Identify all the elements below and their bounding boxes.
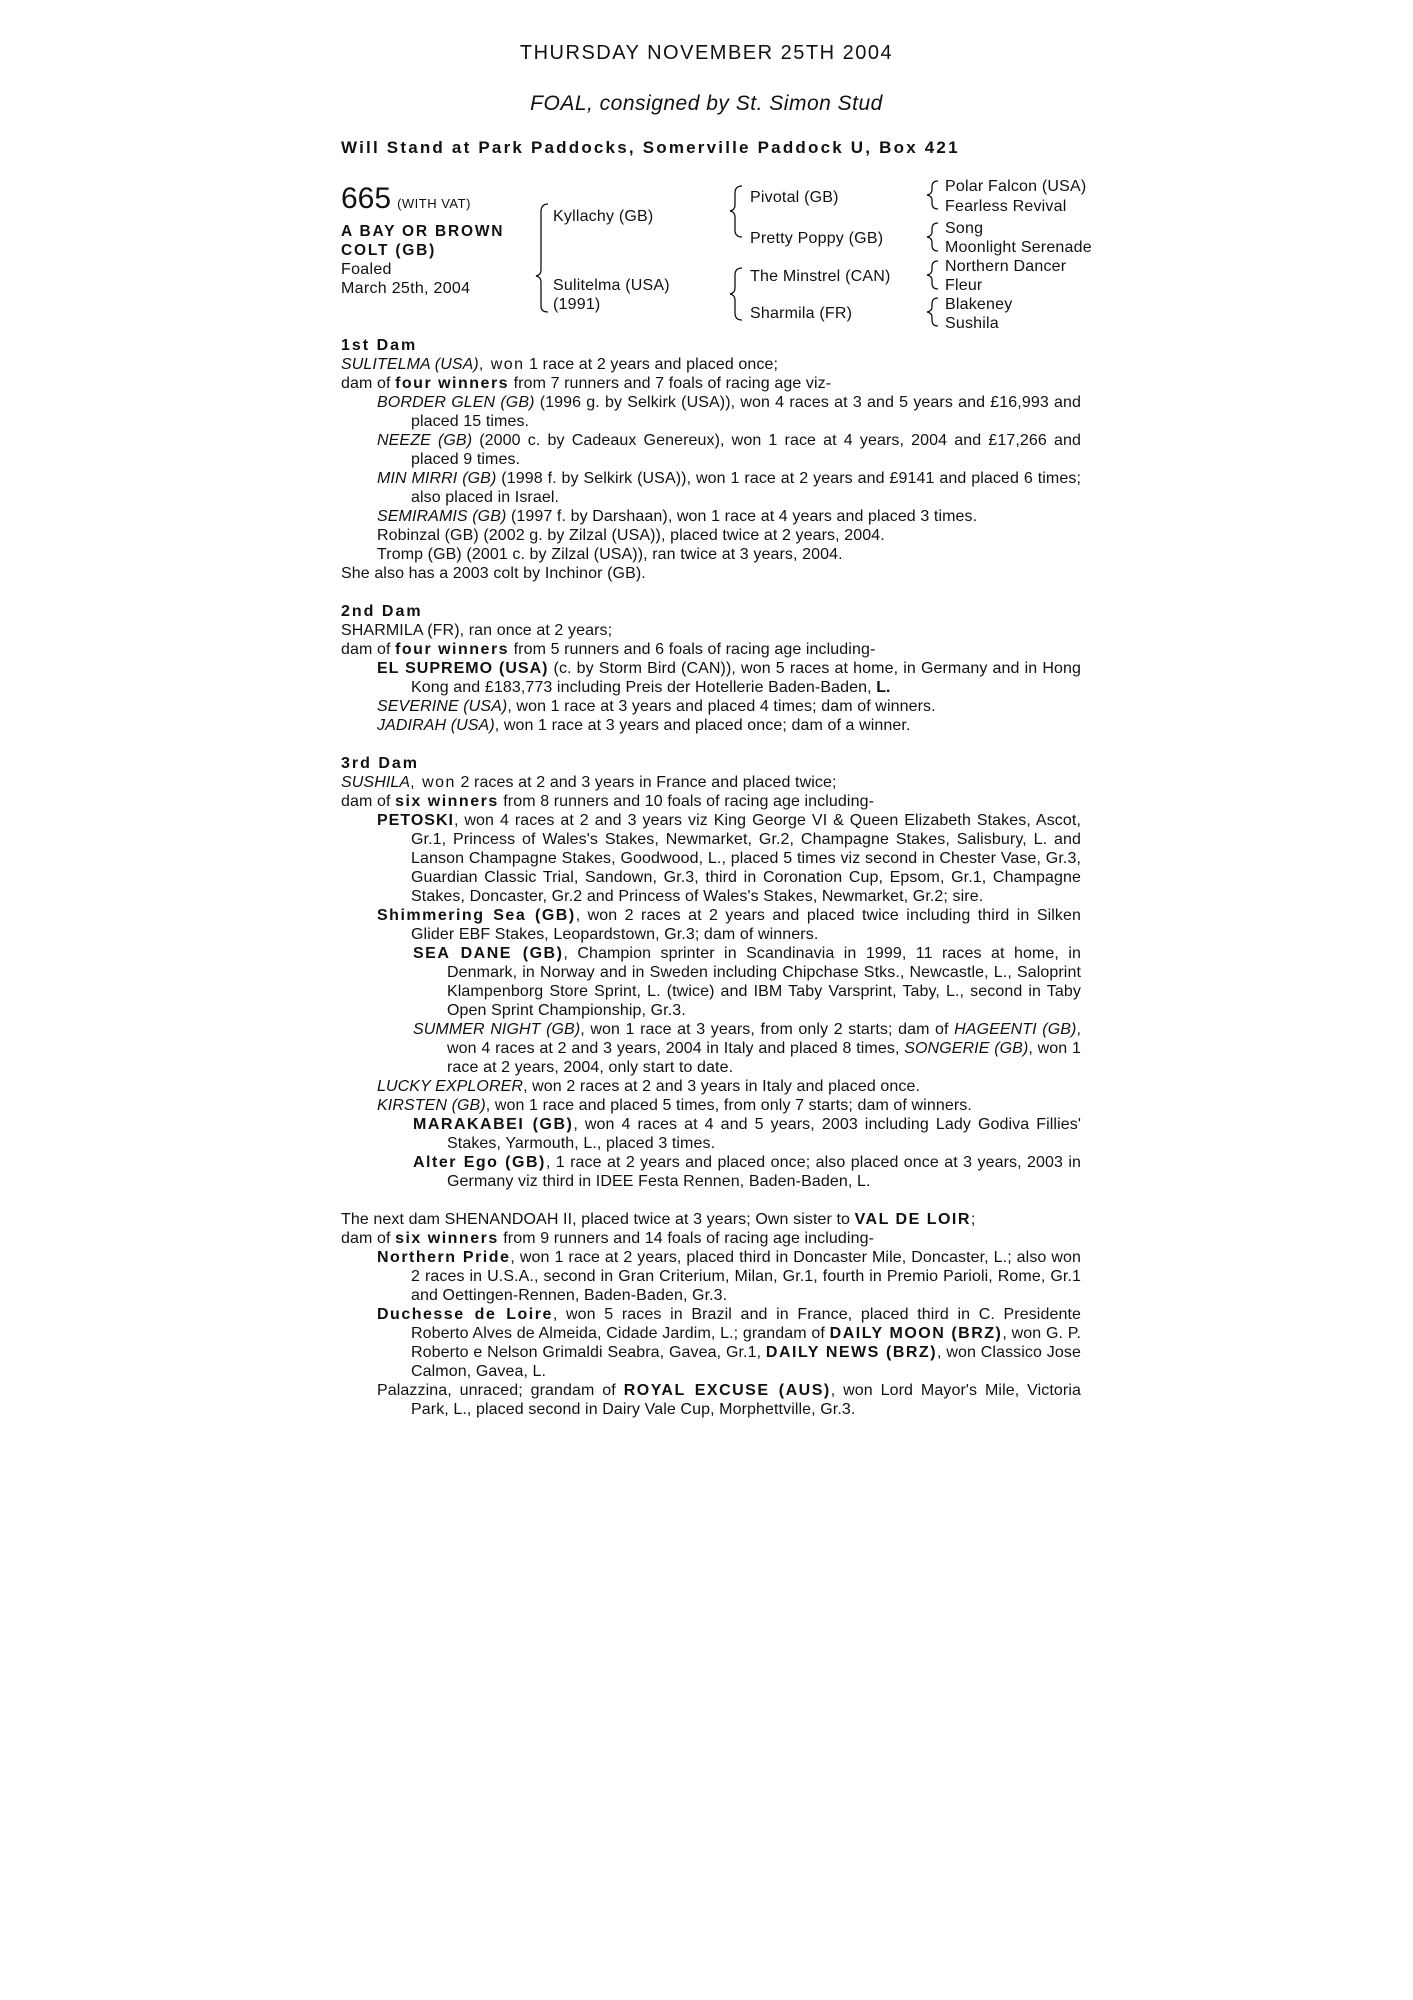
description-line-1: A BAY OR BROWN (341, 223, 505, 240)
produce-name: SEVERINE (USA) (377, 698, 508, 715)
produce-record: , won Lord Mayor's Mile, Victoria Park, L., placed second in Dairy Vale Cup, Morphettville, Gr.3. (411, 1382, 1081, 1418)
produce-record: , won 4 races at 4 and 5 years, 2003 including Lady Godiva Fillies' Stakes, Yarmouth, L., placed 3 times. (447, 1116, 1081, 1152)
produce-name: DAILY MOON (BRZ) (829, 1325, 1003, 1342)
first-dam-produce-line (341, 374, 1081, 393)
produce-entry (341, 944, 1081, 1020)
produce-name: SEA DANE (GB) (413, 945, 564, 962)
runners-count: from 8 runners and 10 foals of racing age including- (498, 793, 875, 810)
produce-entry (341, 507, 1081, 526)
produce-name: Alter Ego (GB) (413, 1154, 546, 1171)
second-dam-produce-line (341, 640, 1081, 659)
stand-location: Will Stand at Park Paddocks, Somerville Paddock U, Box 421 (341, 138, 960, 157)
produce-entry (341, 1381, 1081, 1419)
produce-entry: Tromp (GB) (2001 c. by Zilzal (USA)), ran twice at 3 years, 2004. (377, 546, 843, 563)
vat-note: (WITH VAT) (397, 196, 471, 211)
produce-entry (341, 1153, 1081, 1191)
produce-record: , won 1 race at 2 years, placed third in Doncaster Mile, Doncaster, L.; also won 2 races in U.S.A., second in Gran Criterium, Milan, Gr.1, fourth in Premio Parioli, Rome, Gr.1 and Oettingen-Rennen, Baden-Baden, Gr.3. (411, 1249, 1082, 1304)
foaled-date: March 25th, 2004 (341, 280, 471, 297)
dam-of: dam of (341, 793, 396, 810)
third-dam-record: 2 races at 2 and 3 years in France and placed twice; (455, 774, 837, 791)
produce-name: PETOSKI (377, 812, 454, 829)
produce-name: KIRSTEN (GB) (377, 1097, 486, 1114)
produce-record: , won 1 race at 3 years, from only 2 starts; dam of (580, 1021, 955, 1038)
produce-name: SEMIRAMIS (GB) (377, 508, 507, 525)
pedigree-g2: Fearless Revival (945, 198, 1067, 215)
runners-count: from 5 runners and 6 foals of racing age including- (509, 641, 876, 658)
produce-record: , won 1 race at 2 years, 2004, only start to date. (447, 1040, 1081, 1076)
listed-mark: L. (876, 679, 891, 696)
produce-entry: Robinzal (GB) (2002 g. by Zilzal (USA)), placed twice at 2 years, 2004. (377, 527, 885, 544)
pedigree-dam-year: (1991) (553, 296, 601, 313)
produce-entry (341, 393, 1081, 431)
third-dam-line (341, 773, 1081, 792)
produce-record: , won 4 races at 2 and 3 years, 2004 in Italy and placed 8 times, (447, 1021, 1081, 1057)
produce-entry (341, 1096, 1081, 1115)
produce-name: ROYAL EXCUSE (AUS) (623, 1382, 831, 1399)
produce-name: EL SUPREMO (USA) (377, 660, 549, 677)
next-dam-record: The next dam SHENANDOAH II, placed twice at 3 years; Own sister to (341, 1211, 855, 1228)
second-dam-heading: 2nd Dam (341, 603, 423, 620)
first-dam-heading: 1st Dam (341, 337, 418, 354)
produce-record: , won 4 races at 2 and 3 years viz King George VI & Queen Elizabeth Stakes, Ascot, Gr.1, Princess of Wales's Stakes, Newmarket, Gr.2, Champagne Stakes, Salisbury, L. and Lanson Champagne Stakes, Goodwood, L., placed 5 times viz second in Chester Vase, Gr.3, Guardian Classic Trial, Sandown, Gr.3, third in Coronation Cup, Epsom, Gr.1, Champagne Stakes, Doncaster, Gr.2 and Princess of Wales's Stakes, Newmarket, Gr.2; sire. (411, 812, 1081, 905)
pedigree-braces (0, 0, 1413, 340)
pedigree-sire-sire: Pivotal (GB) (750, 189, 839, 206)
winners-count: four winners (395, 375, 510, 392)
third-dam-produce-line (341, 792, 1081, 811)
produce-name: SUMMER NIGHT (GB) (413, 1021, 581, 1038)
third-dam-name: SUSHILA (341, 774, 411, 791)
produce-name: MIN MIRRI (GB) (377, 470, 497, 487)
dam-of: dam of (341, 1230, 396, 1247)
produce-record: , won 1 race at 3 years and placed 4 times; dam of winners. (507, 698, 936, 715)
description-line-2: COLT (GB) (341, 242, 437, 259)
produce-entry (341, 1305, 1081, 1381)
won-word: , won (410, 774, 456, 791)
pedigree-dam-name: Sulitelma (USA) (553, 277, 670, 294)
produce-entry (341, 716, 1081, 735)
produce-name: HAGEENTI (GB) (954, 1021, 1077, 1038)
lot-number-value: 665 (341, 182, 392, 215)
winners-count: four winners (395, 641, 510, 658)
produce-entry (341, 1248, 1081, 1305)
produce-entry (341, 469, 1081, 507)
pedigree-g6: Fleur (945, 277, 983, 294)
dam-of: dam of (341, 375, 396, 392)
punctuation: ; (970, 1211, 976, 1228)
produce-record: , won Classico Jose Calmon, Gavea, L. (411, 1344, 1082, 1380)
first-dam-name: SULITELMA (USA) (341, 356, 479, 373)
runners-count: from 9 runners and 14 foals of racing age including- (498, 1230, 875, 1247)
produce-name: Duchesse de Loire (377, 1306, 553, 1323)
pedigree-dam-sire: The Minstrel (CAN) (750, 268, 891, 285)
produce-record: Palazzina, unraced; grandam of (377, 1382, 624, 1399)
pedigree-sire: Kyllachy (GB) (553, 208, 654, 225)
winners-count: six winners (395, 793, 499, 810)
produce-record: (1997 f. by Darshaan), won 1 race at 4 years and placed 3 times. (506, 508, 978, 525)
pedigree-g5: Northern Dancer (945, 258, 1067, 275)
own-sister-name: VAL DE LOIR (854, 1211, 971, 1228)
produce-record: (2000 c. by Cadeaux Genereux), won 1 race at 4 years, 2004 and £17,266 and placed 9 times. (411, 432, 1081, 468)
produce-record: , won 2 races at 2 and 3 years in Italy and placed once. (523, 1078, 921, 1095)
produce-record: , won G. P. Roberto e Nelson Grimaldi Seabra, Gavea, Gr.1, (411, 1325, 1081, 1361)
pedigree-g7: Blakeney (945, 296, 1013, 313)
produce-record: , won 1 race and placed 5 times, from only 7 starts; dam of winners. (485, 1097, 972, 1114)
produce-entry (341, 697, 1081, 716)
sale-date: THURSDAY NOVEMBER 25TH 2004 (519, 42, 894, 64)
produce-name: LUCKY EXPLORER (377, 1078, 524, 1095)
second-dam-line: SHARMILA (FR), ran once at 2 years; (341, 622, 613, 639)
produce-entry (341, 659, 1081, 697)
runners-count: from 7 runners and 7 foals of racing age viz- (509, 375, 832, 392)
produce-record: , Champion sprinter in Scandinavia in 1999, 11 races at home, in Denmark, in Norway and in Sweden including Chipchase Stks., Newcastle, L., Saloprint Klampenborg Store Sprint, L. (twice) and IBM Taby Varsprint, Taby, L., second in Taby Open Sprint Championship, Gr.3. (447, 945, 1081, 1019)
produce-name: NEEZE (GB) (377, 432, 473, 449)
produce-name: Shimmering Sea (GB) (377, 907, 576, 924)
pedigree-g3: Song (945, 220, 984, 237)
won-word: , won (478, 356, 525, 373)
pedigree-sire-dam: Pretty Poppy (GB) (750, 230, 884, 247)
produce-record: (1996 g. by Selkirk (USA)), won 4 races at 3 and 5 years and £16,993 and placed 15 times. (411, 394, 1081, 430)
produce-record: (1998 f. by Selkirk (USA)), won 1 race at 2 years and £9141 and placed 6 times; also placed in Israel. (411, 470, 1081, 506)
produce-record: , won 5 races in Brazil and in France, placed third in C. Presidente Roberto Alves de Almeida, Cidade Jardim, L.; grandam of (411, 1306, 1081, 1342)
pedigree-g1: Polar Falcon (USA) (945, 178, 1087, 195)
first-dam-record: 1 race at 2 years and placed once; (524, 356, 779, 373)
produce-entry (341, 431, 1081, 469)
produce-note: She also has a 2003 colt by Inchinor (GB). (341, 565, 646, 582)
pedigree-dam (553, 276, 670, 314)
first-dam-line (341, 355, 1081, 374)
pedigree-g8: Sushila (945, 315, 999, 332)
produce-entry (341, 1115, 1081, 1153)
winners-count: six winners (395, 1230, 499, 1247)
consignment-line: FOAL, consigned by St. Simon Stud (530, 92, 883, 115)
pedigree-g4: Moonlight Serenade (945, 239, 1092, 256)
produce-entry (341, 1020, 1081, 1077)
produce-name: Northern Pride (377, 1249, 511, 1266)
third-dam-heading: 3rd Dam (341, 755, 420, 772)
produce-record: , 1 race at 2 years and placed once; also placed once at 3 years, 2003 in Germany viz third in IDEE Festa Rennen, Baden-Baden, L. (447, 1154, 1081, 1190)
produce-entry (341, 811, 1081, 906)
next-dam-produce-line (341, 1229, 1081, 1248)
produce-name: SONGERIE (GB) (904, 1040, 1029, 1057)
produce-name: DAILY NEWS (BRZ) (765, 1344, 938, 1361)
dam-of: dam of (341, 641, 396, 658)
produce-record (341, 336, 1081, 1419)
produce-entry (341, 1077, 1081, 1096)
produce-name: JADIRAH (USA) (377, 717, 495, 734)
produce-entry (341, 906, 1081, 944)
produce-name: BORDER GLEN (GB) (377, 394, 535, 411)
produce-name: MARAKABEI (GB) (413, 1116, 574, 1133)
pedigree-dam-dam: Sharmila (FR) (750, 305, 853, 322)
foaled-label: Foaled (341, 261, 392, 278)
produce-record: (c. by Storm Bird (CAN)), won 5 races at home, in Germany and in Hong Kong and £183,773 including Preis der Hotellerie Baden-Baden, (411, 660, 1081, 696)
produce-record: , won 1 race at 3 years and placed once; dam of a winner. (494, 717, 911, 734)
next-dam-line (341, 1210, 1081, 1229)
produce-record: , won 2 races at 2 years and placed twice including third in Silken Glider EBF Stakes, Leopardstown, Gr.3; dam of winners. (411, 907, 1081, 943)
